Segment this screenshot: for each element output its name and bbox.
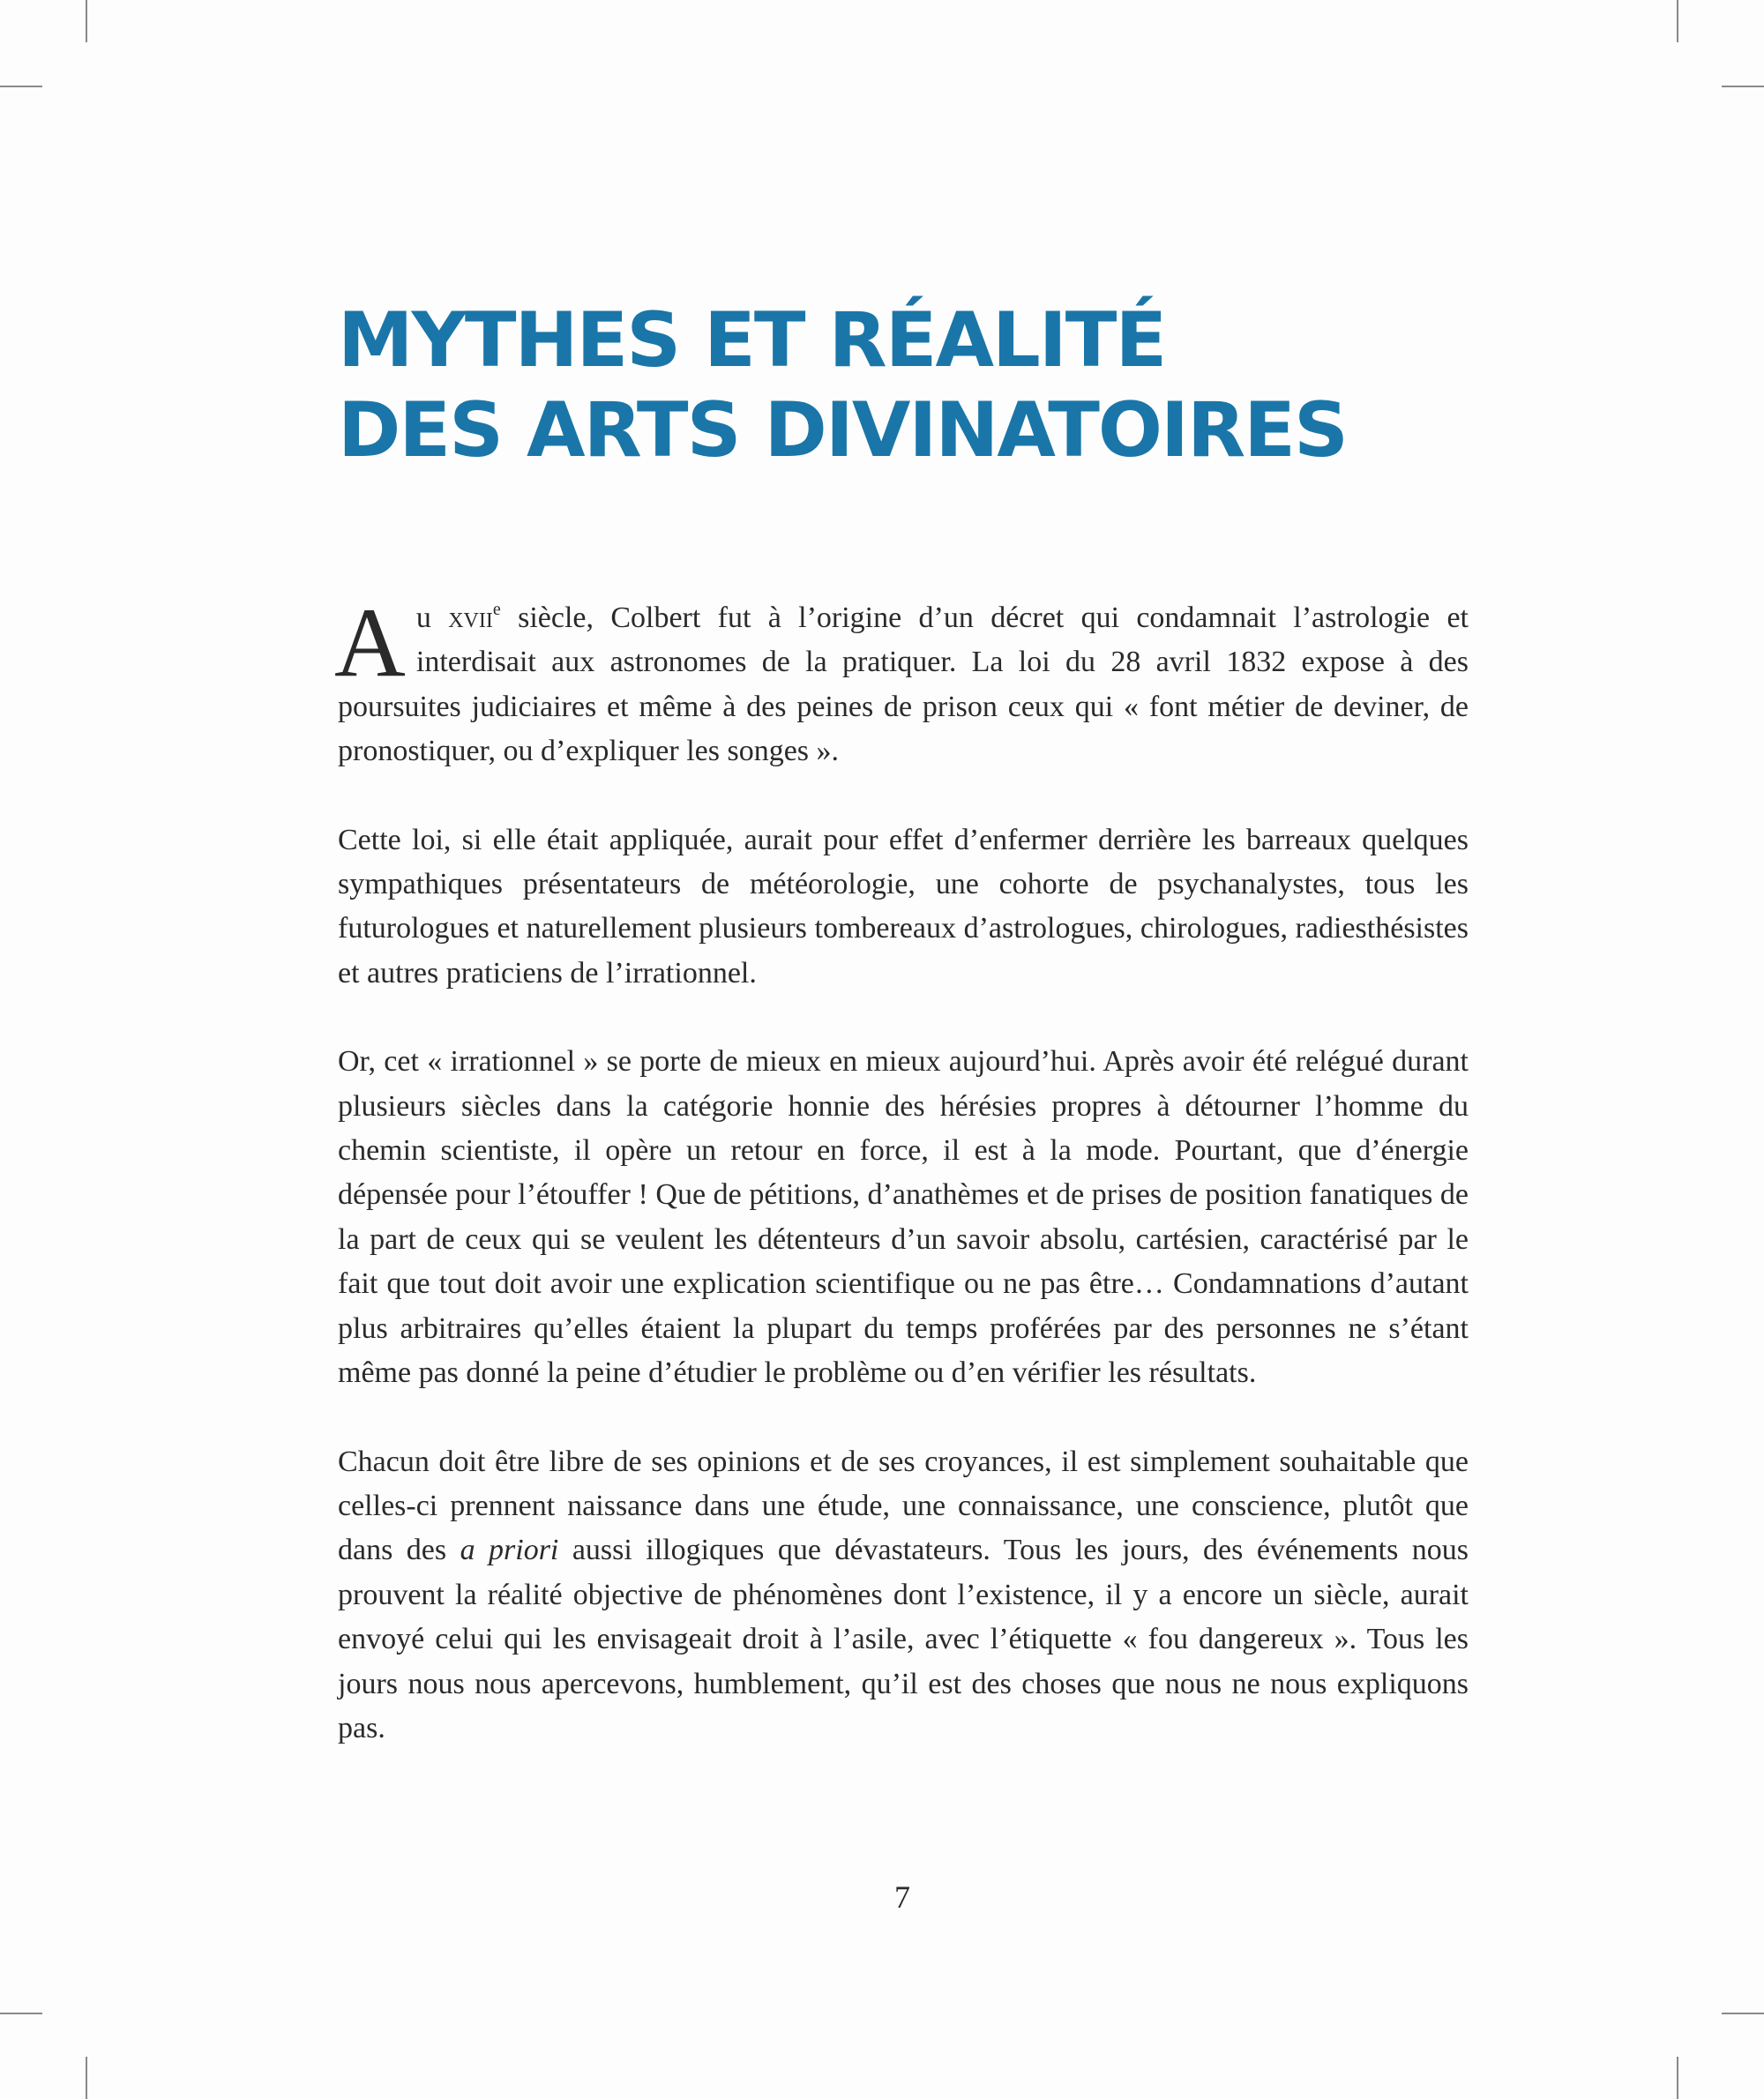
crop-mark-bottom-right (1677, 2057, 1678, 2099)
crop-mark-top-right (1677, 0, 1678, 42)
page-title-line-2: DES ARTS DIVINATOIRES (338, 386, 1347, 474)
paragraph-1-rest: siècle, Colbert fut à l’origine d’un décret qui condamnait l’astrologie et interdisait aux astronomes de la pratiquer. La loi du 28 avril 1832 expose à des poursuites judiciaires et même à des peines de prison ceux qui « font métier de deviner, de pronostiquer, ou d’expliquer les songes ». (338, 601, 1469, 768)
century-numeral: xvii (448, 601, 493, 634)
drop-cap: A (334, 588, 406, 698)
crop-mark-top-right-h (1722, 86, 1764, 87)
italic-phrase: a priori (460, 1534, 559, 1567)
paragraph-2: Cette loi, si elle était appliquée, aurait pour effet d’enfermer derrière les barreaux quelques sympathiques présentateurs de météorologie, une cohorte de psychanalystes, tous les futurologues et naturellement plusieurs tombereaux d’astrologues, chirologues, radiesthésistes et autres praticiens de l’irrationnel. (338, 823, 1469, 990)
page-title-line-1: MYTHES ET RÉALITÉ (338, 296, 1166, 385)
crop-mark-bottom-left (86, 2057, 87, 2099)
paragraph-3: Or, cet « irrationnel » se porte de mieux en mieux aujourd’hui. Après avoir été relégué durant plusieurs siècles dans la catégorie honnie des hérésies propres à détourner l’homme du chemin scientiste, il opère un retour en force, il est à la mode. Pourtant, que d’énergie dépensée pour l’étouffer ! Que de pétitions, d’anathèmes et de prises de position fanatiques de la part de ceux qui se veulent les détenteurs d’un savoir absolu, cartésien, caractérisé par le fait que tout doit avoir une explication scientifique ou ne pas être… Condamnations d’autant plus arbitraires qu’elles étaient la plupart du temps proférées par des personnes ne s’étant même pas donné la peine d’étudier le problème ou d’en vérifier les résultats. (338, 1045, 1469, 1390)
century-superscript: e (492, 600, 501, 619)
paragraph-1-start: u (415, 601, 449, 634)
crop-mark-bottom-right-h (1722, 2013, 1764, 2014)
body-text (334, 588, 1469, 1751)
paragraph-4 (338, 1440, 1469, 1752)
crop-mark-top-left (86, 0, 87, 42)
page-title (338, 295, 1347, 475)
paragraph-4-rest: aussi illogiques que dévastateurs. Tous les jours, des événements nous prouvent la réalité objective de phénomènes dont l’existence, il y a encore un siècle, aurait envoyé celui qui les envisageait droit à l’asile, avec l’étiquette « fou dangereux ». Tous les jours nous nous apercevons, humblement, qu’il est des choses que nous ne nous expliquons pas. (338, 1534, 1469, 1744)
paragraph-1 (334, 588, 1469, 774)
crop-mark-top-left-h (0, 86, 42, 87)
paragraph-4-start: Chacun doit être libre de ses opinions et de ses croyances, il est simplement souhaitable que celles-ci prennent naissance dans une étude, une connaissance, une conscience, plutôt que dans des (338, 1445, 1469, 1567)
page-number: 7 (894, 1879, 910, 1915)
crop-mark-bottom-left-h (0, 2013, 42, 2014)
